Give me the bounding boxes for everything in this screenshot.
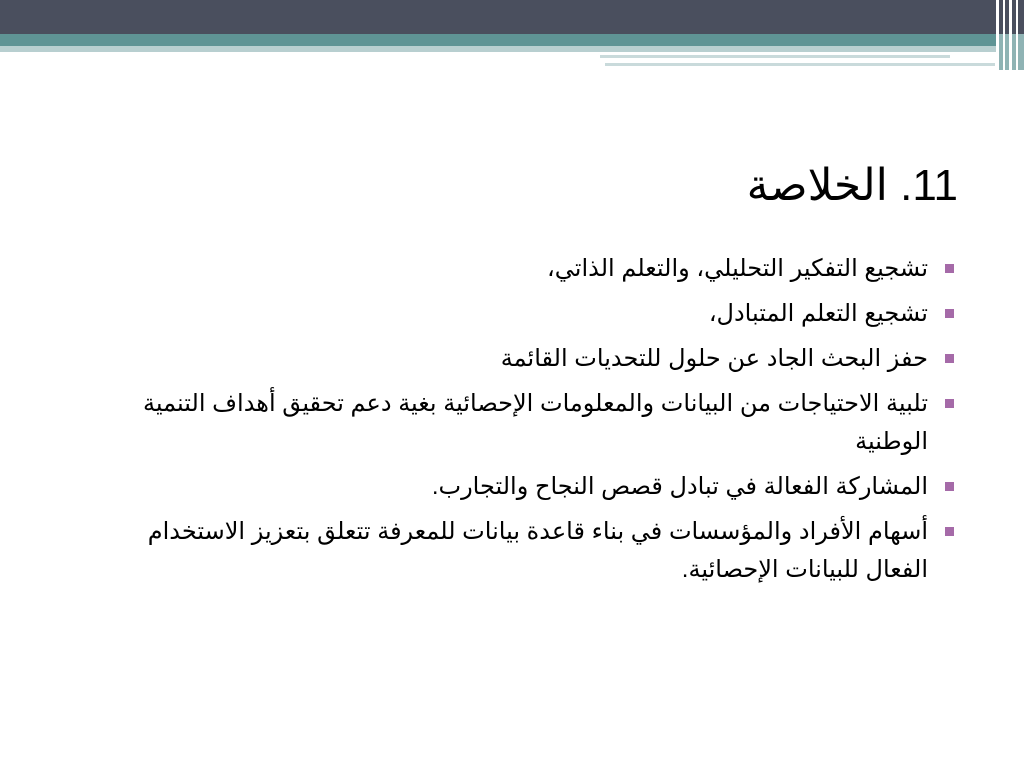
bullet-list (108, 250, 928, 596)
bullet-text: تشجيع التفكير التحليلي، والتعلم الذاتي، (547, 255, 928, 282)
accent-sub-band (0, 46, 1024, 52)
bullet-text: أسهام الأفراد والمؤسسات في بناء قاعدة بيانات للمعرفة تتعلق بتعزيز الاستخدام الفعال للبيانات الإحصائية. (147, 518, 928, 583)
square-bullet-icon (945, 264, 954, 273)
square-bullet-icon (945, 309, 954, 318)
bullet-text: المشاركة الفعالة في تبادل قصص النجاح والتجارب. (431, 473, 928, 500)
slide-title: 11. الخلاصة (746, 161, 958, 210)
bullet-item (108, 340, 928, 378)
decorative-line (605, 63, 995, 66)
bullet-item (108, 250, 928, 288)
bullet-text: حفز البحث الجاد عن حلول للتحديات القائمة (500, 345, 928, 372)
decorative-line (600, 55, 950, 58)
bullet-item (108, 468, 928, 506)
decorative-stripe (999, 34, 1003, 70)
decorative-stripe (1012, 34, 1016, 70)
square-bullet-icon (945, 527, 954, 536)
bullet-item (108, 385, 928, 461)
decorative-stripe (1005, 34, 1009, 70)
square-bullet-icon (945, 354, 954, 363)
accent-band (0, 34, 1024, 46)
bullet-text: تشجيع التعلم المتبادل، (708, 300, 928, 327)
header-bar (0, 0, 1024, 34)
square-bullet-icon (945, 482, 954, 491)
bullet-item (108, 295, 928, 333)
decorative-stripe (1018, 34, 1024, 70)
square-bullet-icon (945, 399, 954, 408)
bullet-item (108, 513, 928, 589)
bullet-text: تلبية الاحتياجات من البيانات والمعلومات الإحصائية بغية دعم تحقيق أهداف التنمية الوطنية (143, 390, 928, 455)
